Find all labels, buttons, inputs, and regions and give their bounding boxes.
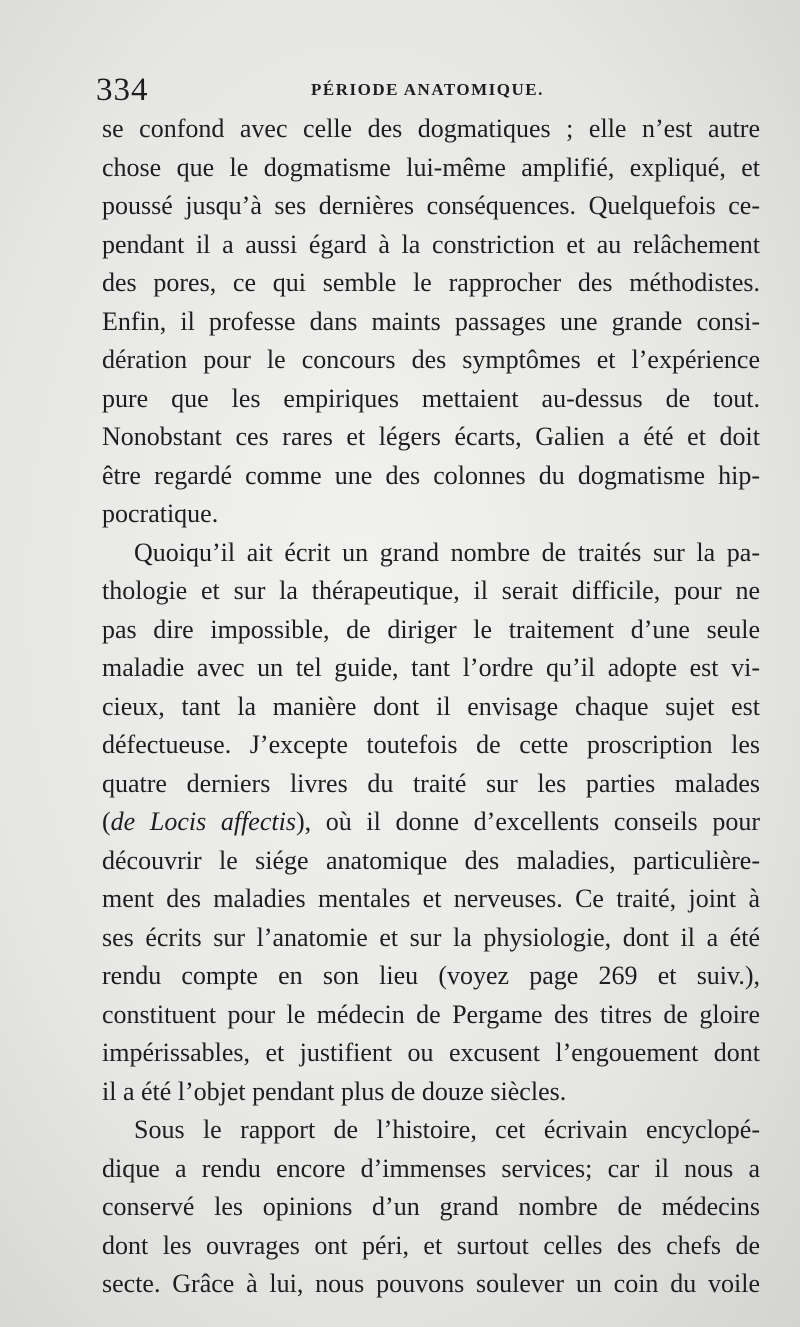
running-head: PÉRIODE ANATOMIQUE. [311,80,544,99]
text-line-italic-title: (de Locis affectis), où il donne d’excellents conseils pour [102,807,760,836]
book-title-italic: de Locis affectis [110,807,296,836]
text-line: impérissables, et justifient ou excusent l’engouement dont [102,1038,760,1067]
text-line: rendu compte en son lieu (voyez page 269 et suiv.), [102,961,760,990]
page-body [102,110,760,1304]
text-line: ment des maladies mentales et nerveuses. Ce traité, joint à [102,884,760,913]
text-line: découvrir le siége anatomique des maladies, particulière- [102,845,760,875]
paragraph-2 [102,534,760,1112]
text-line: pocratique. [102,499,219,528]
text-line: être regardé comme une des colonnes du dogmatisme hip- [102,460,760,490]
page-number: 334 [96,72,149,108]
text-line: conservé les opinions d’un grand nombre de médecins [102,1192,760,1221]
text-line: Sous le rapport de l’histoire, cet écrivain encyclopé- [134,1115,760,1144]
text-line: Enfin, il professe dans maints passages une grande consi- [102,306,760,336]
text-line: défectueuse. J’excepte toutefois de cette proscription les [102,730,760,759]
text-line: se confond avec celle des dogmatiques ; elle n’est autre [102,114,760,143]
text-line: cieux, tant la manière dont il envisage chaque sujet est [102,691,760,721]
text-line: pure que les empiriques mettaient au-dessus de tout. [102,383,760,413]
text-line: thologie et sur la thérapeutique, il serait difficile, pour ne [102,576,760,605]
text-line: pas dire impossible, de diriger le traitement d’une seule [102,614,760,644]
text-line: des pores, ce qui semble le rapprocher des méthodistes. [102,268,760,297]
text-line: dique a rendu encore d’immenses services; car il nous a [102,1153,760,1183]
text-line: constituent pour le médecin de Pergame des titres de gloire [102,999,760,1029]
paragraph-1 [102,110,760,534]
page-header [96,70,756,110]
text-line: ses écrits sur l’anatomie et sur la physiologie, dont il a été [102,922,760,952]
text-line: dont les ouvrages ont péri, et surtout celles des chefs de [102,1230,760,1260]
text-line: il a été l’objet pendant plus de douze siècles. [102,1076,567,1106]
text-line: quatre derniers livres du traité sur les parties malades [102,768,760,798]
text-line: pendant il a aussi égard à la constriction et au relâchement [102,229,760,259]
text-line: dération pour le concours des symptômes et l’expérience [102,345,760,374]
text-line: Quoiqu’il ait écrit un grand nombre de traités sur la pa- [134,537,760,567]
paragraph-3 [102,1111,760,1304]
text-line: secte. Grâce à lui, nous pouvons soulever un coin du voile [102,1269,760,1298]
text-line: Nonobstant ces rares et légers écarts, Galien a été et doit [102,422,760,451]
text-line: maladie avec un tel guide, tant l’ordre qu’il adopte est vi- [102,653,760,682]
text-line: poussé jusqu’à ses dernières conséquences. Quelquefois ce- [102,191,760,220]
text-line: chose que le dogmatisme lui-même amplifié, expliqué, et [102,152,760,182]
